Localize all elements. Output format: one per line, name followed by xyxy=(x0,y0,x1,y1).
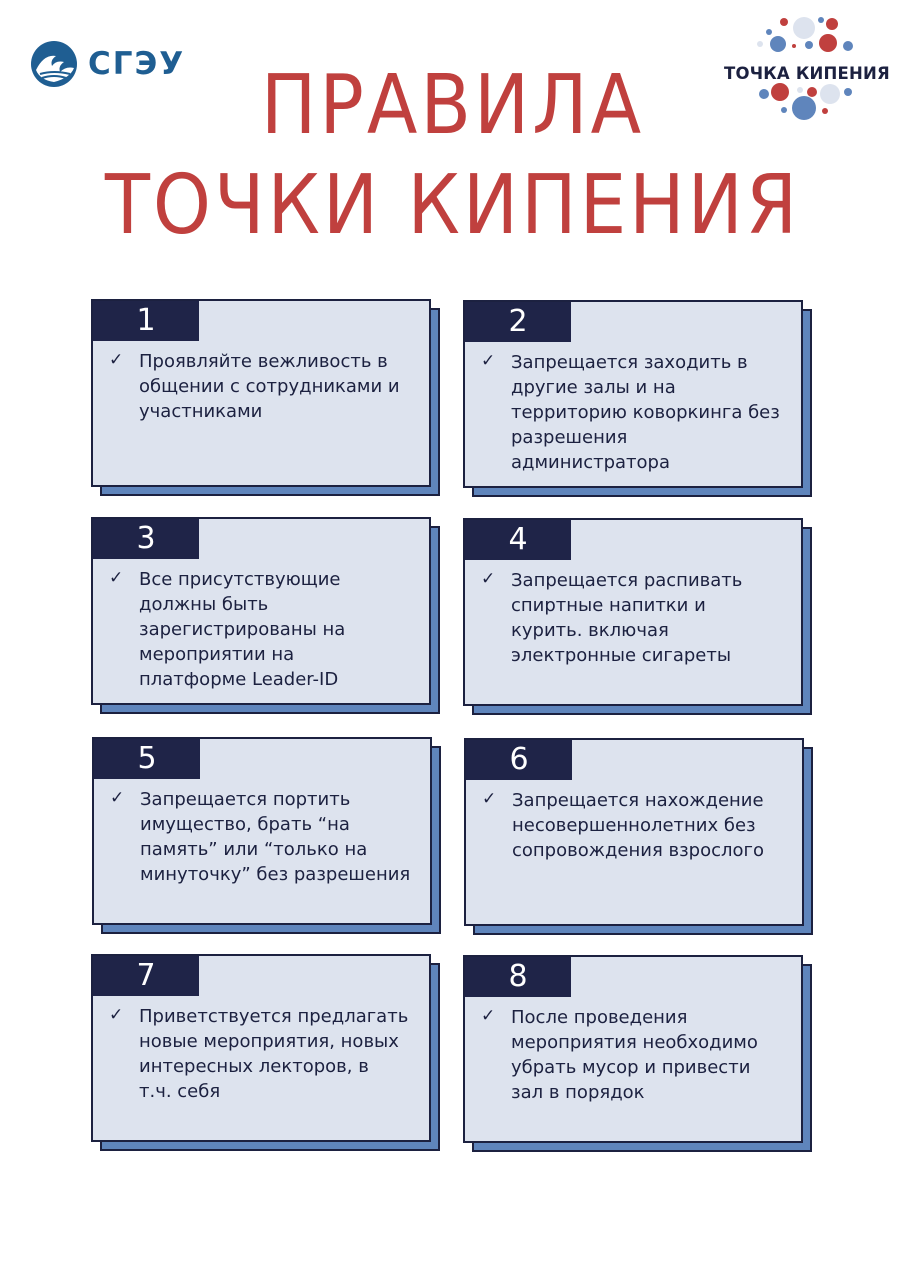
rule-card-8 xyxy=(463,955,803,1143)
rule-text: После проведения мероприятия необходимо убрать мусор и привести зал в порядок xyxy=(511,1007,758,1103)
rule-number: 3 xyxy=(93,519,199,559)
rule-text: Приветствуется предлагать новые мероприятия, новых интересных лекторов, в т.ч. себя xyxy=(139,1006,409,1102)
card-face xyxy=(91,517,431,705)
rule-number: 4 xyxy=(465,520,571,560)
check-icon: ✓ xyxy=(109,350,124,370)
rule-number: 6 xyxy=(466,740,572,780)
rule-card-3 xyxy=(91,517,431,705)
check-icon: ✓ xyxy=(110,788,125,808)
rule-card-4 xyxy=(463,518,803,706)
check-icon: ✓ xyxy=(481,1006,496,1026)
page-title-line2: ТОЧКИ КИПЕНИЯ xyxy=(104,158,801,253)
rule-text: Запрещается нахождение несовершеннолетних без сопровождения взрослого xyxy=(512,790,764,861)
rule-number: 1 xyxy=(93,301,199,341)
rule-number: 2 xyxy=(465,302,571,342)
check-icon: ✓ xyxy=(109,568,124,588)
rule-number: 5 xyxy=(94,739,200,779)
card-face xyxy=(463,518,803,706)
page-title-line1: ПРАВИЛА xyxy=(260,58,645,153)
rule-card-1 xyxy=(91,299,431,487)
rule-text: Запрещается заходить в другие залы и на территорию коворкинга без разрешения администратора xyxy=(511,352,780,473)
rule-card-6 xyxy=(464,738,804,926)
card-face xyxy=(463,955,803,1143)
rule-number: 8 xyxy=(465,957,571,997)
card-face xyxy=(463,300,803,488)
sgeu-logo-text: СГЭУ xyxy=(88,46,186,82)
check-icon: ✓ xyxy=(481,569,496,589)
card-face xyxy=(91,954,431,1142)
card-face xyxy=(91,299,431,487)
check-icon: ✓ xyxy=(482,789,497,809)
rule-text: Все присутствующие должны быть зарегистрированы на мероприятии на платформе Leader-ID xyxy=(139,569,346,690)
card-face xyxy=(92,737,432,925)
rule-card-2 xyxy=(463,300,803,488)
card-face xyxy=(464,738,804,926)
rule-text: Запрещается распивать спиртные напитки и курить. включая электронные сигареты xyxy=(511,570,743,666)
rule-text: Проявляйте вежливость в общении с сотрудниками и участниками xyxy=(139,351,400,422)
check-icon: ✓ xyxy=(481,351,496,371)
rule-card-7 xyxy=(91,954,431,1142)
check-icon: ✓ xyxy=(109,1005,124,1025)
rule-number: 7 xyxy=(93,956,199,996)
rule-text: Запрещается портить имущество, брать “на память” или “только на минуточку” без разрешения xyxy=(140,789,411,885)
rule-card-5 xyxy=(92,737,432,925)
tochka-kipeniya-logo-text: ТОЧКА КИПЕНИЯ xyxy=(724,64,890,83)
